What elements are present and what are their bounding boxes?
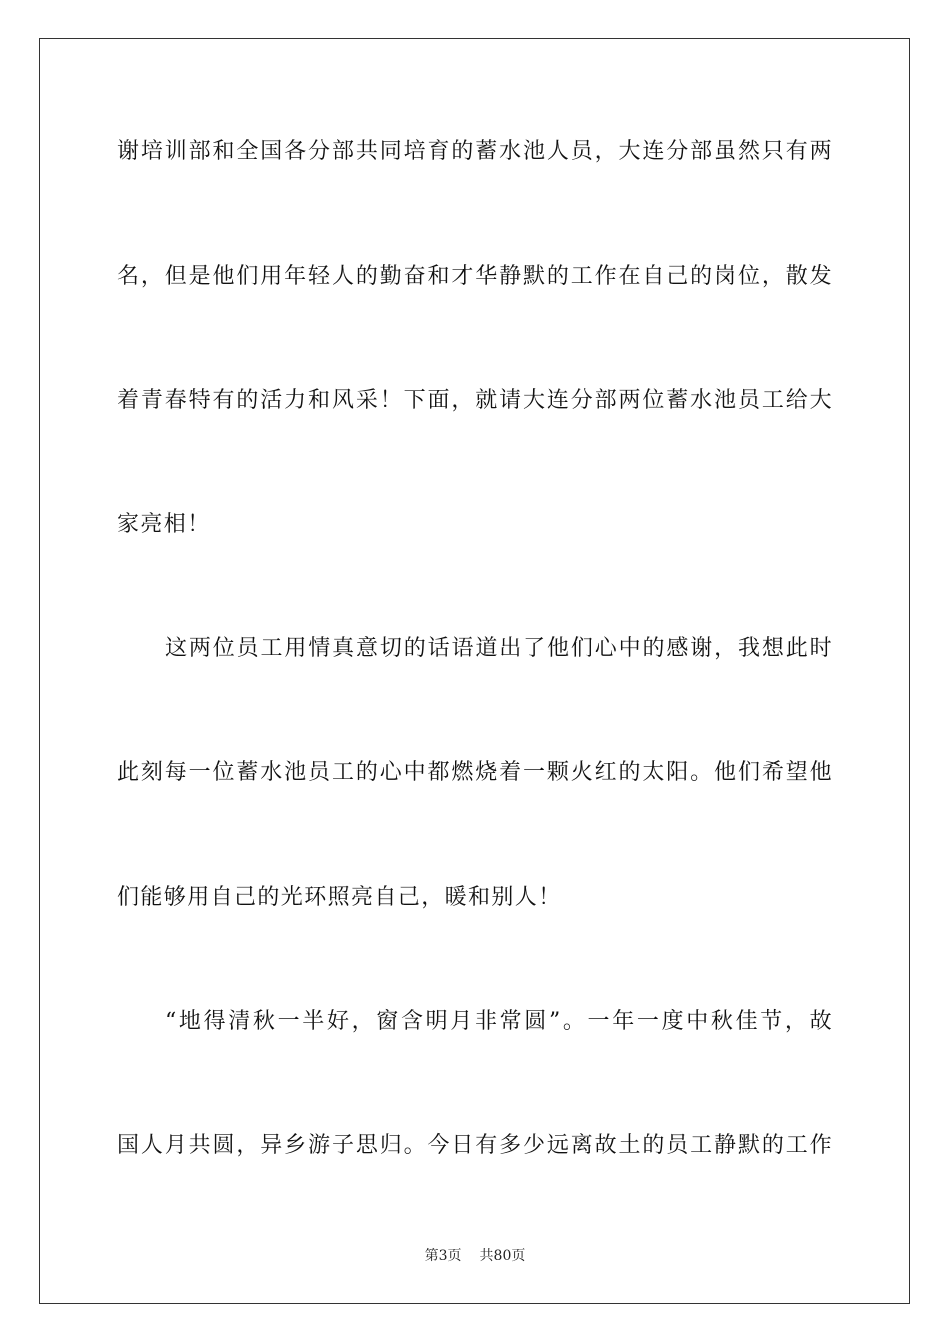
text-line-8: “地得清秋一半好，窗含明月非常圆”。一年一度中秋佳节，故 [165, 1009, 833, 1034]
page-total: 共80页 [479, 1248, 526, 1264]
text-line-2: 名，但是他们用年轻人的勤奋和才华静默的工作在自己的岗位，散发 [117, 264, 833, 289]
text-line-4: 家亮相！ [117, 512, 211, 537]
page-frame [39, 38, 910, 1304]
text-line-3: 着青春特有的活力和风采！下面，就请大连分部两位蓄水池员工给大 [117, 388, 833, 413]
text-line-1: 谢培训部和全国各分部共同培育的蓄水池人员，大连分部虽然只有两 [117, 139, 833, 164]
text-line-5: 这两位员工用情真意切的话语道出了他们心中的感谢，我想此时 [165, 636, 833, 661]
page-footer [0, 1246, 950, 1266]
text-line-6: 此刻每一位蓄水池员工的心中都燃烧着一颗火红的太阳。他们希望他 [117, 760, 833, 785]
text-line-7: 们能够用自己的光环照亮自己，暖和别人！ [117, 885, 562, 910]
text-line-9: 国人月共圆，异乡游子思归。今日有多少远离故土的员工静默的工作 [117, 1133, 833, 1158]
page-number: 第3页 [424, 1248, 462, 1264]
